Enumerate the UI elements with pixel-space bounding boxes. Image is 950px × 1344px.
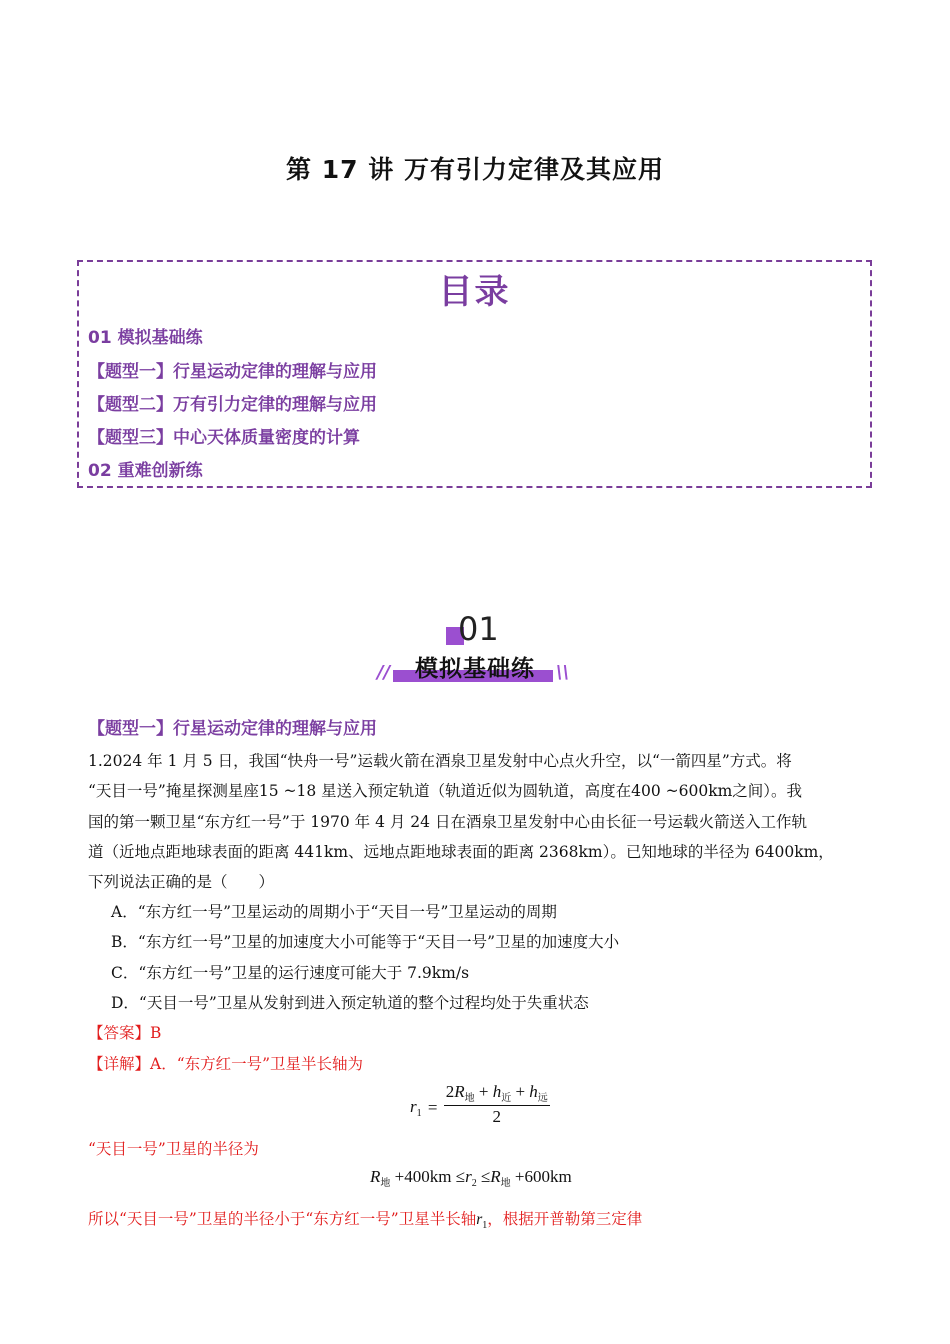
page-title: 第 17 讲 万有引力定律及其应用: [286, 155, 664, 184]
answer-line: [88, 1021, 161, 1043]
badge-left-mark: //: [377, 662, 391, 683]
line3-var: r: [476, 1211, 483, 1228]
formula1-lhs-var: r: [410, 1096, 417, 1116]
explanation-text-1: A．“东方红一号”卫星半长轴为: [150, 1055, 364, 1073]
toc-item-simulation[interactable]: 01 模拟基础练: [88, 328, 203, 348]
option-b: B．“东方红一号”卫星的加速度大小可能等于“天目一号”卫星的加速度大小: [111, 933, 620, 951]
answer-label: 【答案】: [88, 1024, 151, 1042]
formula1-lhs-sub: 1: [416, 1107, 422, 1119]
badge-number: 01: [458, 610, 499, 648]
option-c: C．“东方红一号”卫星的运行速度可能大于 7.9km/s: [111, 964, 470, 982]
toc-item-type-2[interactable]: 【题型二】万有引力定律的理解与应用: [88, 395, 377, 415]
toc-item-type-1[interactable]: 【题型一】行星运动定律的理解与应用: [88, 362, 377, 382]
formula1-numerator: $2R_地 + h_近 + h_远$: [445, 1082, 548, 1104]
toc-heading: 目录: [438, 272, 511, 312]
line3-sub: 1: [482, 1220, 488, 1231]
formula1-fraction: [444, 1082, 550, 1127]
explanation-line-1: [88, 1052, 363, 1074]
question-line-2: “天目一号”掩星探测星座15 ~18 星送入预定轨道（轨道近似为圆轨道，高度在400 ~600km之间）。我: [88, 782, 803, 800]
question-line-5: 下列说法正确的是（ ）: [88, 873, 275, 891]
badge-label: 模拟基础练: [415, 656, 535, 682]
question-line-4: 道（近地点距地球表面的距离 441km、远地点距地球表面的距离 2368km）。已知地球的半径为 6400km，: [88, 843, 834, 861]
answer-value: B: [150, 1024, 162, 1042]
formula1-eq: =: [427, 1097, 438, 1117]
question-line-3: 国的第一颗卫星“东方红一号”于 1970 年 4 月 24 日在酒泉卫星发射中心由长征一号运载火箭送入工作轨: [88, 813, 807, 831]
formula1-denominator: 2: [492, 1107, 501, 1126]
question-line-1: 1.2024 年 1 月 5 日，我国“快舟一号”运载火箭在酒泉卫星发射中心点火升空，以“一箭四星”方式。将: [88, 752, 792, 770]
formula-orbit-radius-range: $R_地 +400km \le r_2 \le R_地 +600km$: [370, 1167, 572, 1189]
badge-right-mark: \\: [556, 662, 570, 683]
toc-item-innovation[interactable]: 02 重难创新练: [88, 461, 203, 481]
table-of-contents: [77, 260, 872, 488]
explanation-line-3: 所以“天目一号”卫星的半径小于“东方红一号”卫星半长轴$r_1$，根据开普勒第三定律: [88, 1210, 643, 1231]
option-d: D．“天目一号”卫星从发射到进入预定轨道的整个过程均处于失重状态: [111, 994, 589, 1012]
formula-semi-major-axis: [410, 1082, 550, 1127]
explanation-line-2: “天目一号”卫星的半径为: [88, 1140, 259, 1158]
toc-item-type-3[interactable]: 【题型三】中心天体质量密度的计算: [88, 428, 360, 448]
type-heading: 【题型一】行星运动定律的理解与应用: [88, 719, 377, 739]
section-badge: [375, 610, 575, 695]
explanation-label: 【详解】: [88, 1055, 151, 1073]
option-a: A．“东方红一号”卫星运动的周期小于“天目一号”卫星运动的周期: [111, 903, 557, 921]
